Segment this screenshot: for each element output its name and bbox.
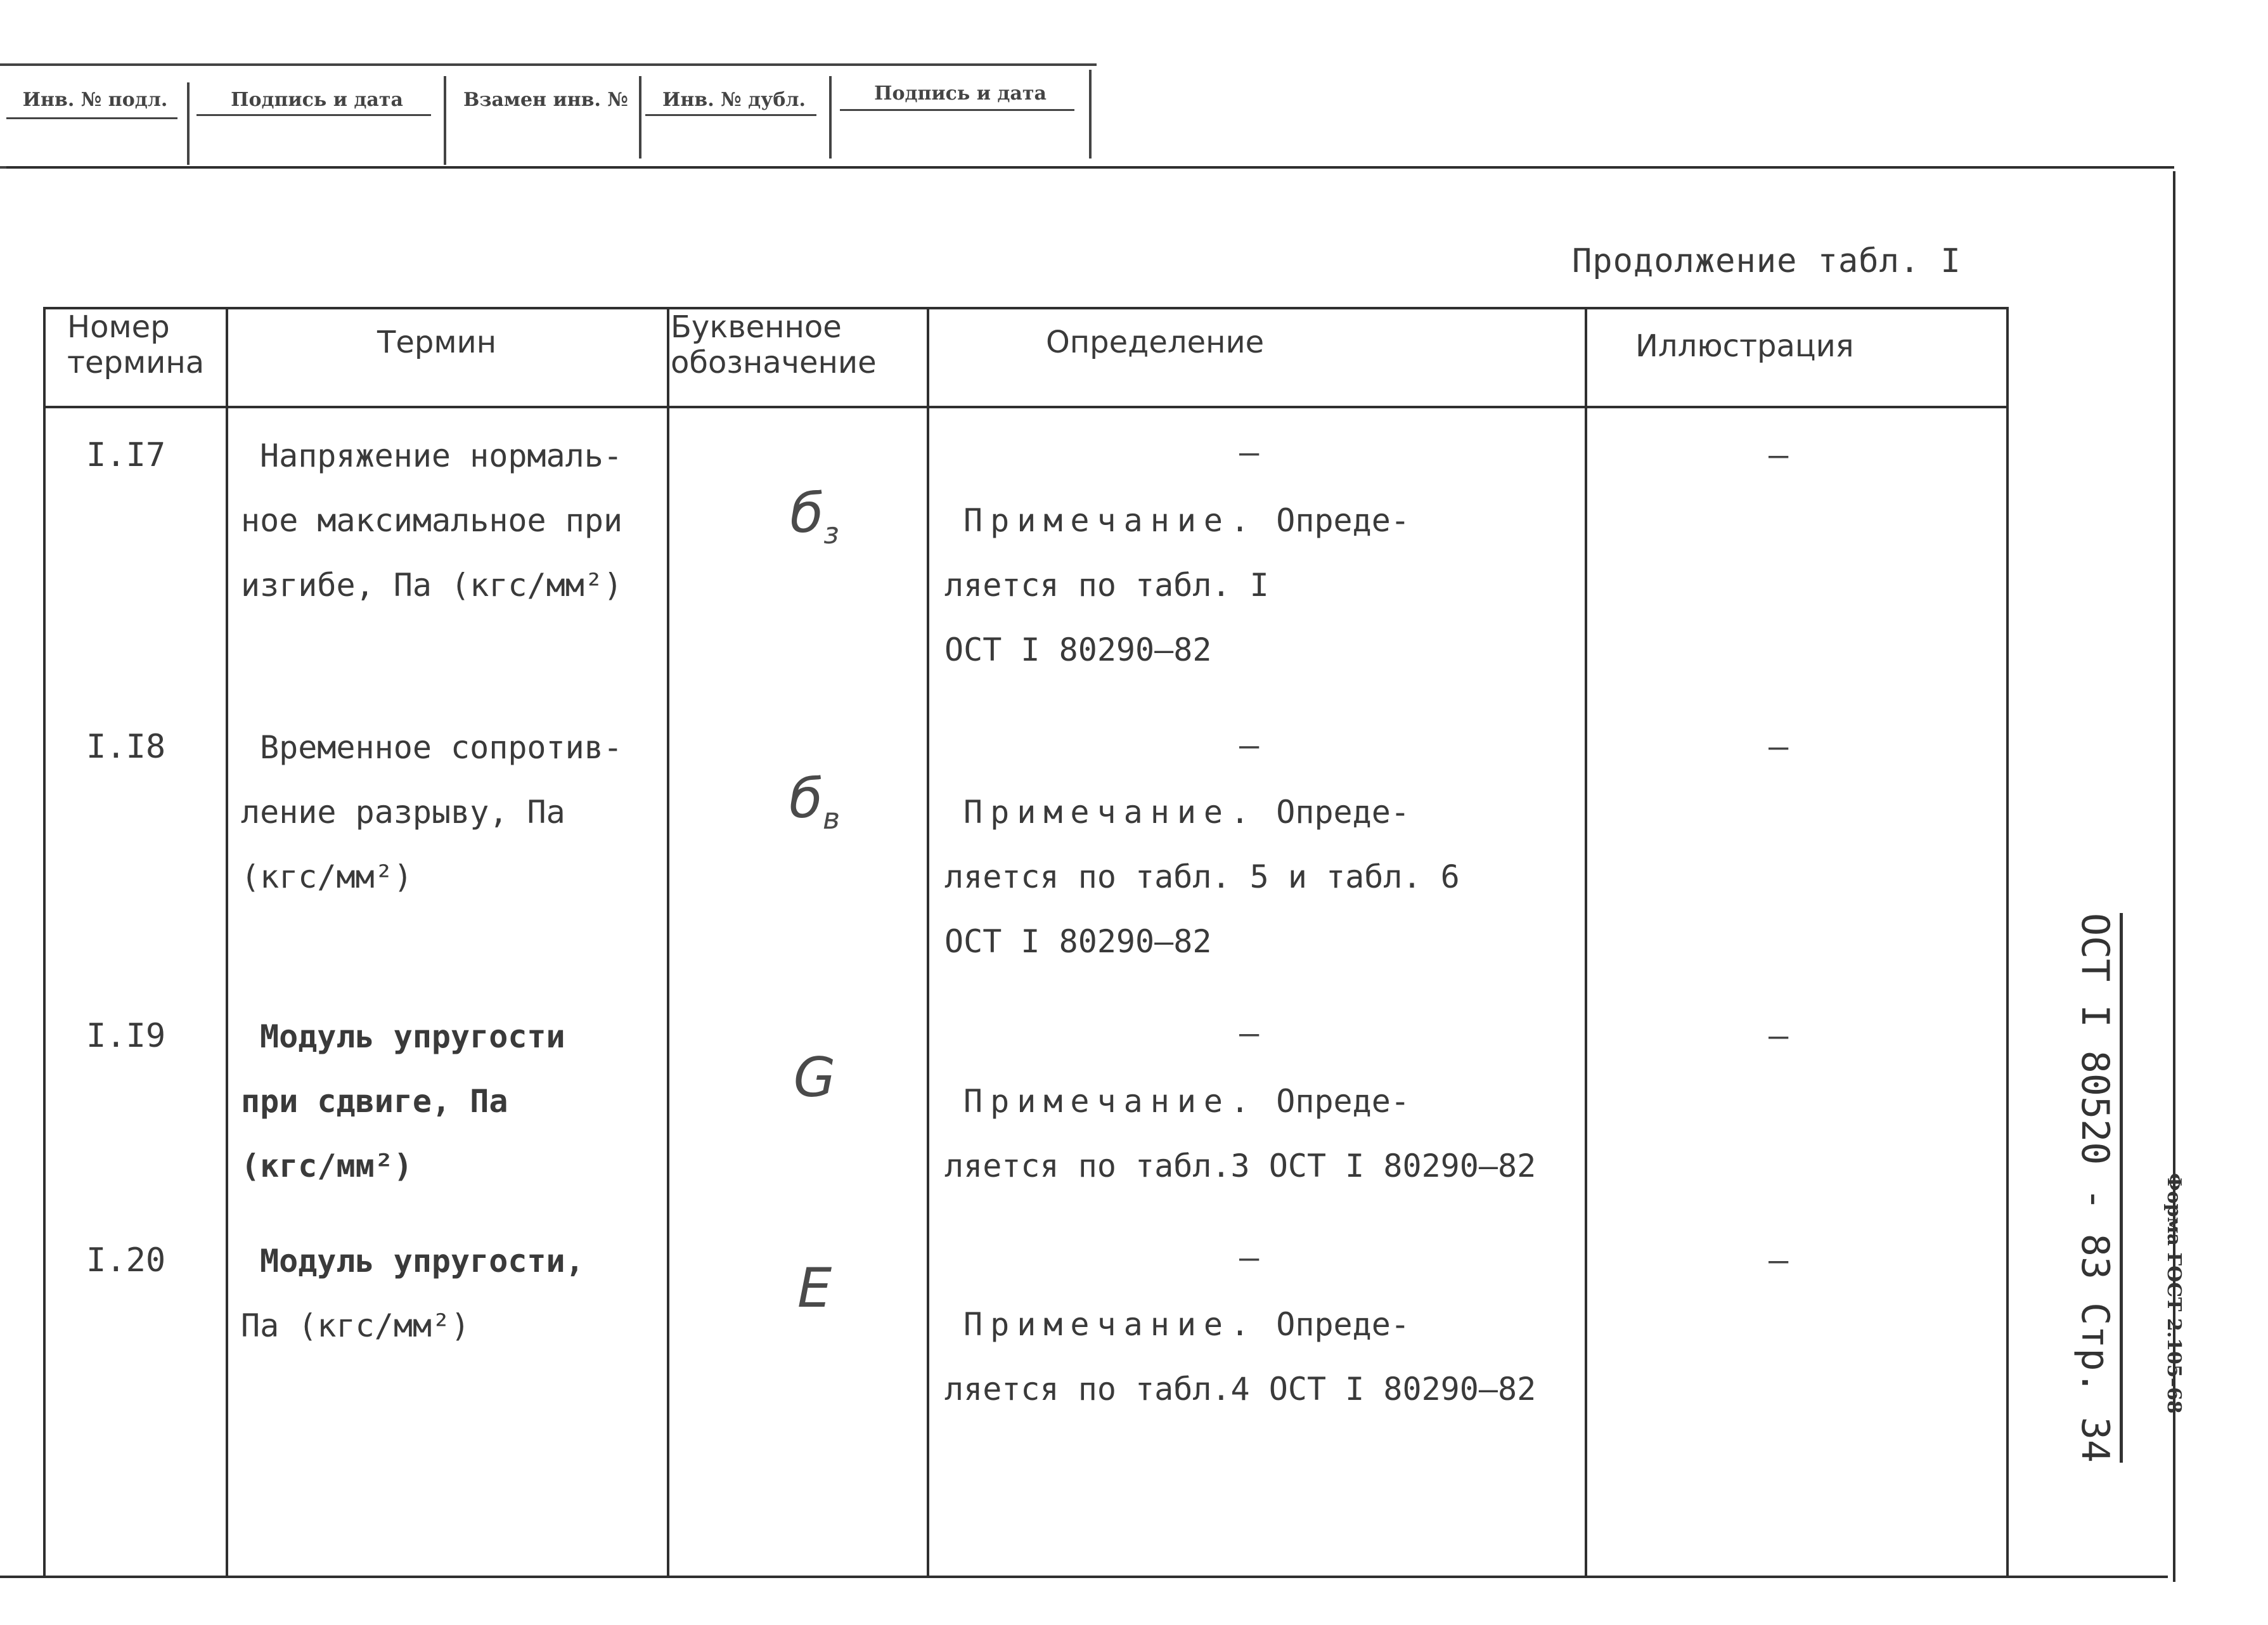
stamp-podpis-data-2: Подпись и дата (874, 82, 1047, 105)
definition-dash: – (1239, 434, 1260, 472)
stamp-underline (6, 117, 177, 119)
table-col-border (43, 307, 46, 1578)
table-col-border (2006, 307, 2009, 1578)
definition-text: Примечание. Опреде- ляется по табл.4 ОСТ I 80290–82 (944, 1306, 1537, 1408)
form-standard-label: Форма ГОСТ 2.105–68 (2163, 1173, 2185, 1414)
table-top-border (43, 307, 2008, 309)
stamp-inv-dubl: Инв. № дубл. (662, 89, 806, 111)
illustration-dash: – (1769, 436, 1789, 474)
stamp-underline (840, 109, 1074, 111)
term-text: Временное сопротив- ление разрыву, Па (кгс/мм²) (241, 729, 622, 895)
illustration-dash: – (1769, 1241, 1789, 1279)
term-number: I.I8 (86, 728, 166, 766)
definition-dash: – (1239, 1014, 1260, 1052)
stamp-inv-podl: Инв. № подл. (22, 89, 168, 111)
term-text: Модуль упругости, Па (кгс/мм²) (241, 1243, 584, 1344)
stamp-divider (1089, 70, 1092, 159)
header-number: Номер термина (67, 309, 205, 380)
term-number: I.20 (86, 1241, 166, 1279)
illustration-dash: – (1769, 728, 1789, 766)
definition-text: Примечание. Опреде- ляется по табл.3 ОСТ I 80290–82 (944, 1083, 1537, 1184)
header-symbol: Буквенное обозначение (671, 309, 877, 380)
stamp-divider (829, 76, 832, 159)
term-number: I.I7 (86, 436, 166, 474)
stamp-divider (444, 76, 446, 165)
stamp-vzamen-inv: Взамен инв. № (463, 89, 629, 111)
table-col-border (1585, 307, 1587, 1578)
definition-text: Примечание. Опреде- ляется по табл. I ОСТ I 80290–82 (944, 502, 1410, 668)
document-designation: ОСТ I 80520 - 83 Стр. 34 (2073, 913, 2123, 1463)
definition-dash: – (1239, 727, 1260, 765)
illustration-dash: – (1769, 1017, 1789, 1055)
header-definition: Определение (1046, 325, 1265, 360)
letter-symbol: $б_з$ (790, 482, 839, 551)
term-text: Напряжение нормаль- ное максимальное при изгибе, Па (кгс/мм²) (241, 437, 623, 604)
table-col-border (226, 307, 228, 1578)
letter-symbol: $б_в$ (789, 767, 841, 836)
letter-symbol: E (797, 1257, 832, 1320)
continuation-label: Продолжение табл. I (1572, 242, 1961, 280)
stamp-divider (639, 76, 641, 159)
stamp-podpis-data-1: Подпись и дата (231, 89, 403, 111)
term-number: I.I9 (86, 1017, 166, 1055)
stamp-underline (645, 114, 816, 116)
header-term: Термин (377, 325, 497, 360)
stamp-underline (197, 114, 431, 116)
frame-top-line (6, 166, 2174, 169)
table-header-bottom-border (43, 406, 2008, 408)
header-illustration: Иллюстрация (1635, 328, 1854, 364)
frame-bottom-line (0, 1576, 2168, 1578)
term-text: Модуль упругости при сдвиге, Па (кгс/мм²) (241, 1018, 565, 1184)
definition-dash: – (1239, 1239, 1260, 1277)
letter-symbol: G (793, 1046, 836, 1110)
definition-text: Примечание. Опреде- ляется по табл. 5 и табл. 6 ОСТ I 80290–82 (944, 794, 1460, 960)
stamp-top-border (0, 63, 1097, 66)
stamp-divider (187, 82, 190, 165)
